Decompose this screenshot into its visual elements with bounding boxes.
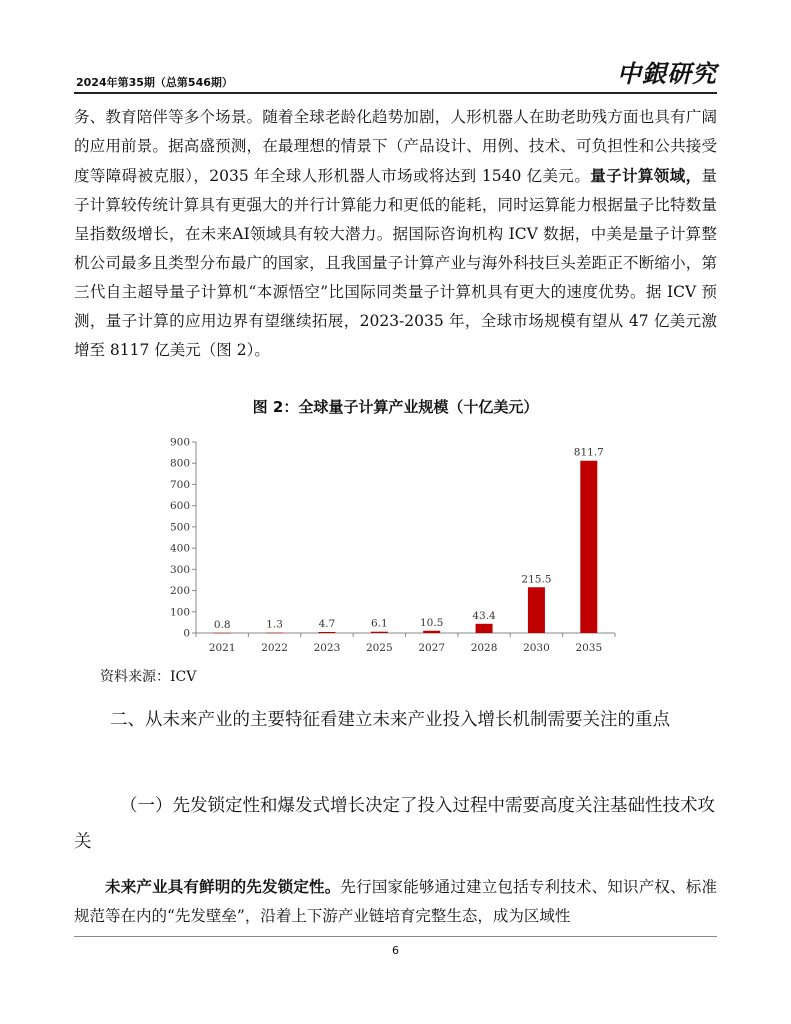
bar-value-label: 6.1 xyxy=(370,617,388,630)
bar-value-label: 10.5 xyxy=(419,616,444,629)
bar xyxy=(528,587,545,633)
bar xyxy=(423,631,440,633)
paragraph-1-bold: 量子计算领域， xyxy=(590,166,702,185)
figure-title: 图 2：全球量子计算产业规模（十亿美元） xyxy=(252,398,539,416)
x-tick-label: 2025 xyxy=(365,642,393,654)
y-tick-label: 900 xyxy=(169,436,190,449)
bar xyxy=(371,632,388,633)
paragraph-1-text-b: 量子计算较传统计算具有更强大的并行计算能力和更低的能耗，同时运算能力根据量子比特数量呈指数级增长，在未来AI领域具有较大潜力。据国际咨询机构 ICV 数据，中美是量子计算整机公司最多且类型分布最广的国家，且我国量子计算产业与海外科技巨头差距正不断缩小，第三代自主超导量子计算机“本源悟空”比国际同类量子计算机具有更大的速度优势。据 ICV 预测，量子计算的应用边界有望继续拓展，2023-2035 年，全球市场规模有望从 47 亿美元激增至 8117 亿美元（图 2）。 xyxy=(74,167,717,359)
x-tick-label: 2023 xyxy=(313,642,341,654)
y-tick-label: 600 xyxy=(169,500,190,513)
paragraph-2-text: 先行国家能够通过建立包括专利技术、知识产权、标准规范等在内的“先发壁垒”，沿着上下游产业链培育完整生态，成为区域性 xyxy=(74,878,717,925)
paragraph-1 xyxy=(74,103,717,365)
y-tick-label: 300 xyxy=(169,563,190,576)
bar xyxy=(476,624,493,633)
x-tick-label: 2030 xyxy=(523,642,550,654)
header-rule xyxy=(74,92,717,94)
bar xyxy=(318,632,335,633)
y-tick-label: 500 xyxy=(169,521,190,534)
page-number: 6 xyxy=(392,944,399,957)
y-tick-label: 200 xyxy=(169,585,190,598)
subsection-heading: （一）先发锁定性和爆发式增长决定了投入过程中需要高度关注基础性技术攻关 xyxy=(74,796,715,852)
bar-value-label: 811.7 xyxy=(573,446,604,459)
x-tick-label: 2027 xyxy=(418,642,446,654)
y-tick-label: 400 xyxy=(169,542,190,555)
paragraph-1-text-a: 务、教育陪伴等多个场景。随着全球老龄化趋势加剧，人形机器人在助老助残方面也具有广阔的应用前景。据高盛预测，在最理想的情景下（产品设计、用例、技术、可负担性和公共接受度等障碍被克服），2035 年全球人形机器人市场或将达到 1540 亿美元。 xyxy=(74,108,717,185)
bar-value-label: 215.5 xyxy=(521,573,552,586)
bar-value-label: 4.7 xyxy=(318,618,336,631)
section-heading: 二、从未来产业的主要特征看建立未来产业投入增长机制需要关注的重点 xyxy=(110,710,670,730)
x-tick-label: 2022 xyxy=(261,642,288,654)
bank-research-logo: 中銀研究 xyxy=(617,59,717,88)
paragraph-2-bold: 未来产业具有鲜明的先发锁定性。 xyxy=(105,877,341,896)
paragraph-2 xyxy=(74,872,717,931)
y-tick-label: 100 xyxy=(169,606,190,619)
bar-value-label: 1.3 xyxy=(266,618,283,631)
footer-rule xyxy=(74,936,717,937)
bar-value-label: 0.8 xyxy=(213,618,231,631)
issue-label: 2024年第35期（总第546期） xyxy=(76,76,233,89)
bar xyxy=(214,633,231,634)
y-tick-label: 700 xyxy=(169,478,190,491)
y-tick-label: 0 xyxy=(183,627,190,640)
x-tick-label: 2035 xyxy=(575,642,603,654)
bar-value-label: 43.4 xyxy=(472,609,496,622)
bar xyxy=(266,633,283,634)
bar xyxy=(580,461,597,633)
figure-source: 资料来源：ICV xyxy=(100,669,197,685)
x-tick-label: 2028 xyxy=(470,642,498,654)
bar-chart xyxy=(160,430,620,660)
y-tick-label: 800 xyxy=(169,457,190,470)
x-tick-label: 2021 xyxy=(208,642,236,654)
